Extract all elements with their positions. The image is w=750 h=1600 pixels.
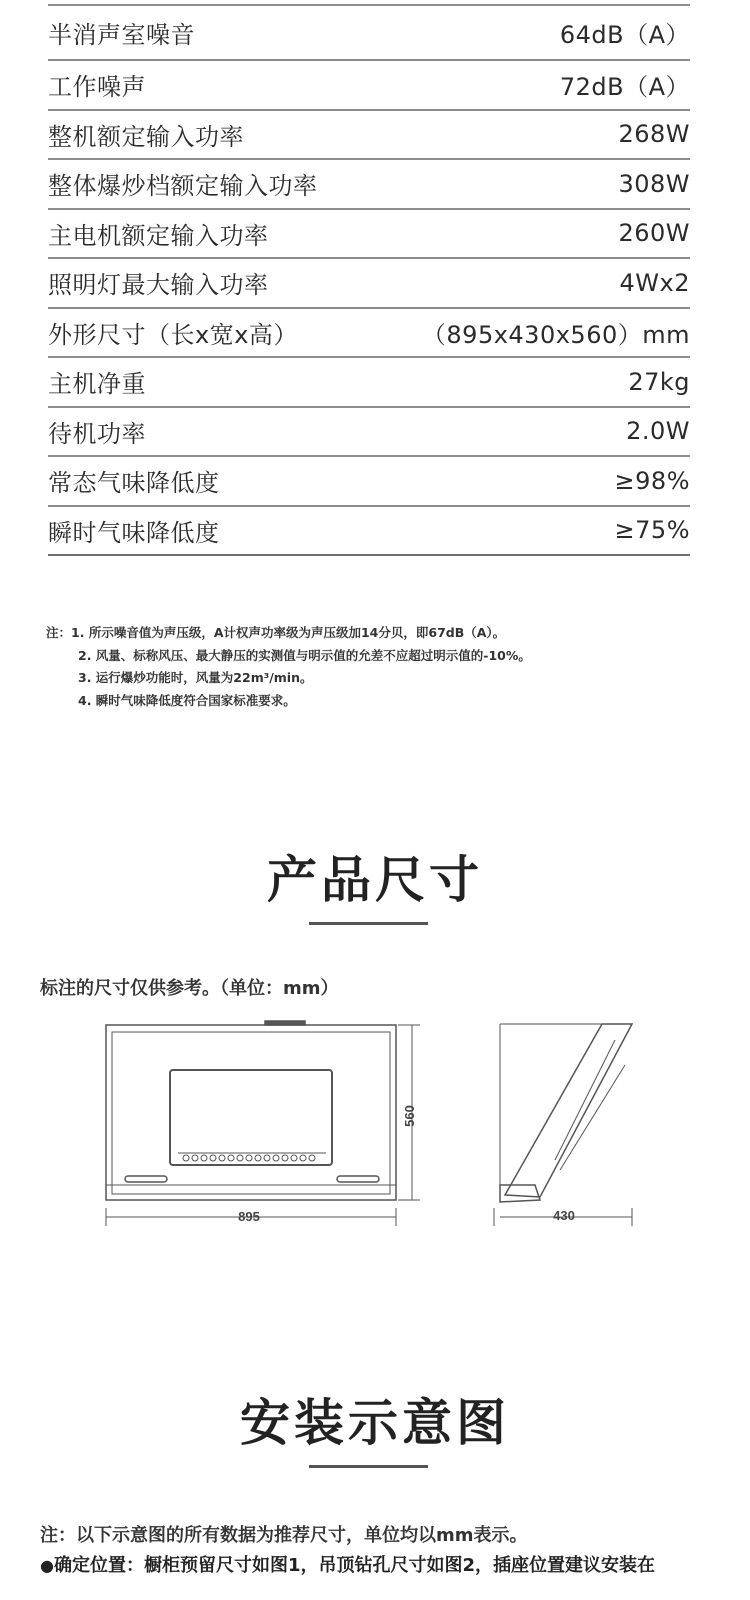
spec-row: [48, 358, 690, 408]
spec-value: 27kg: [628, 367, 690, 396]
spec-value: ≥98%: [614, 466, 690, 495]
width-label: 895: [238, 1209, 260, 1224]
notes: [46, 622, 531, 712]
control-panel: [170, 1070, 332, 1165]
dimension-diagram: [90, 1010, 650, 1240]
note-text: 1. 所示噪音值为声压级，A计权声功率级为声压级加14分贝，即67dB（A）。: [71, 625, 506, 640]
spec-value: 72dB（A）: [559, 73, 690, 102]
spec-label: 照明灯最大输入功率: [48, 271, 269, 300]
install-title: 安装示意图: [240, 1394, 510, 1452]
install-position-text: [40, 1551, 655, 1577]
spec-row: [48, 111, 690, 161]
spec-label: 整机额定输入功率: [48, 122, 244, 151]
spec-value: 260W: [618, 219, 690, 248]
spec-value: 268W: [618, 120, 690, 149]
height-label: 560: [402, 1105, 417, 1127]
control-buttons: [183, 1155, 315, 1161]
hood-outline: [106, 1025, 396, 1200]
spec-label: 瞬时气味降低度: [48, 518, 220, 547]
spec-row: [48, 309, 690, 359]
dimensions-note: 标注的尺寸仅供参考。（单位：mm）: [40, 978, 339, 999]
note-line: 2. 风量、标称风压、最大静压的实测值与明示值的允差不应超过明示值的-10%。: [78, 647, 531, 663]
install-note: 注：以下示意图的所有数据为推荐尺寸，单位均以mm表示。: [40, 1525, 528, 1546]
spec-row: [48, 408, 690, 458]
spec-row: [48, 507, 690, 557]
spec-label: 主机净重: [48, 370, 146, 399]
right-light: [337, 1176, 379, 1182]
spec-label: 半消声室噪音: [48, 21, 195, 49]
spec-value: （895x430x560）mm: [421, 320, 690, 349]
spec-row: [48, 61, 690, 111]
note-line: 4. 瞬时气味降低度符合国家标准要求。: [78, 692, 296, 708]
side-view: [494, 1024, 632, 1226]
spec-value: 308W: [618, 169, 690, 198]
dimensions-title-underline: [309, 922, 428, 925]
glass-panel: [505, 1024, 632, 1197]
spec-value: 64dB（A）: [559, 21, 690, 49]
note-line: [46, 622, 531, 645]
spec-table: [48, 0, 690, 556]
bullet-icon: ●: [40, 1556, 54, 1575]
install-position-label: 确定位置：橱柜预留尺寸如图1，吊顶钻孔尺寸如图2，插座位置建议安装在: [53, 1555, 656, 1576]
spec-value: 4Wx2: [619, 268, 690, 297]
spec-label: 常态气味降低度: [48, 469, 220, 498]
spec-row: [48, 457, 690, 507]
spec-row: [48, 259, 690, 309]
spec-label: 工作噪声: [48, 73, 146, 102]
note-line: 3. 运行爆炒功能时，风量为22m³/min。: [78, 670, 313, 685]
spec-row: [48, 210, 690, 260]
spec-label: 外形尺寸（长x宽x高）: [48, 320, 298, 349]
front-view: [106, 1021, 420, 1226]
install-title-underline: [309, 1465, 428, 1468]
spec-row: [48, 4, 690, 61]
spec-row: [48, 160, 690, 210]
dimensions-title: 产品尺寸: [267, 851, 483, 909]
depth-label: 430: [553, 1208, 575, 1223]
spec-label: 待机功率: [48, 419, 146, 448]
spec-value: 2.0W: [626, 417, 690, 446]
note-prefix: 注：: [46, 625, 72, 640]
spec-label: 主电机额定输入功率: [48, 221, 269, 250]
left-light: [125, 1176, 167, 1182]
spec-label: 整体爆炒档额定输入功率: [48, 172, 318, 201]
spec-value: ≥75%: [614, 516, 690, 545]
